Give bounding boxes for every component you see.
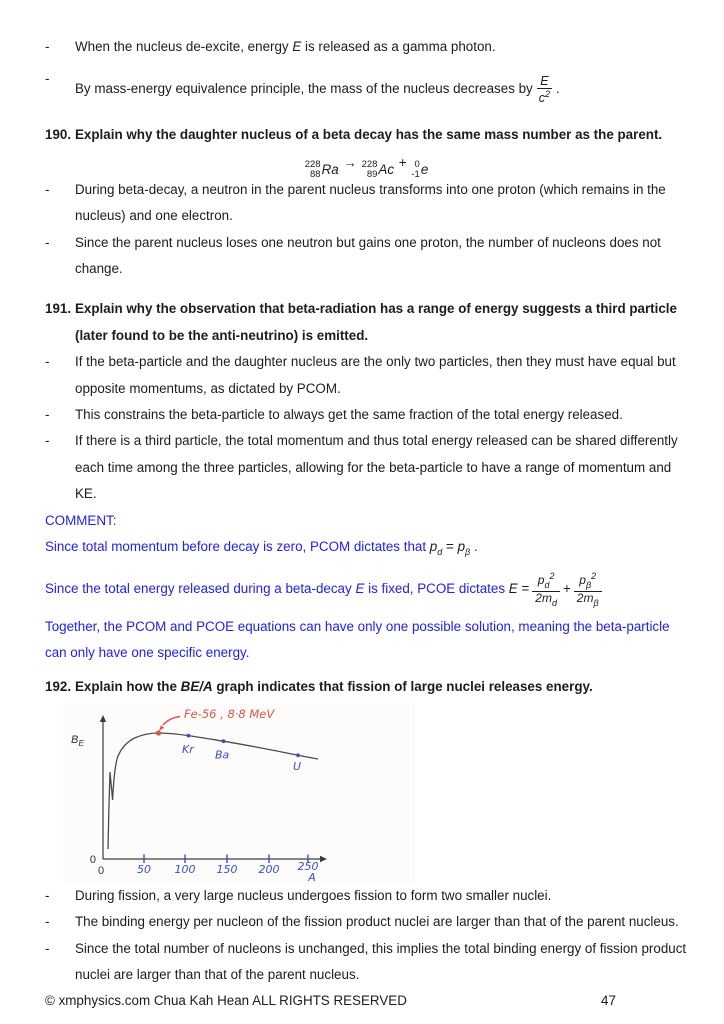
bullet-text: If the beta-particle and the daughter nucleus are the only two particles, then they must have equal but opposite momentums, as dictated by PCOM. — [75, 354, 676, 396]
origin-zero-x: 0 — [97, 864, 105, 877]
bullet-item — [45, 883, 688, 909]
bullet-item — [45, 177, 688, 230]
bullet-item — [45, 402, 688, 428]
fe56-annotation: Fe-56 , 8·8 MeV — [184, 706, 275, 721]
comment-line-pcom — [45, 534, 688, 565]
bullet-text: During beta-decay, a neutron in the parent nucleus transforms into one proton (which remains in the nucleus) and one electron. — [75, 181, 666, 224]
graph-canvas — [63, 703, 415, 883]
text-run: By mass-energy equivalence principle, the mass of the nucleus decreases by — [75, 81, 533, 97]
annotation-arrowhead-icon — [159, 725, 164, 731]
bullet-dash: - — [45, 887, 50, 903]
bullet-text: Since the parent nucleus loses one neutron but gains one proton, the number of nucleons does not change. — [75, 234, 661, 277]
be-over-a-term: BE/A — [180, 679, 213, 695]
bullet-dash: - — [45, 71, 50, 87]
binding-energy-curve — [108, 733, 318, 849]
page-footer — [45, 988, 688, 1014]
kr-label: Kr — [182, 742, 194, 756]
comment-line-pcoe — [45, 566, 688, 614]
math-var: E — [292, 39, 302, 54]
bullet-item — [45, 428, 688, 507]
question-number: 191. — [45, 301, 72, 317]
comment-block — [45, 508, 688, 667]
bullet-item — [45, 230, 688, 283]
bullet-dash: - — [45, 181, 50, 197]
plus-glyph: + — [398, 154, 407, 170]
u-point — [296, 753, 300, 757]
fraction-pd2-over-2md: $\frac{p_d^2}{2m_d}$ — [532, 571, 560, 608]
bullet-text — [75, 66, 688, 112]
nuclide-parent: 228 88 Ra — [304, 158, 339, 181]
ba-label: Ba — [215, 748, 230, 762]
bullet-item — [45, 349, 688, 402]
bullet-item — [45, 66, 688, 112]
fraction-pbeta2-over-2mbeta: $\frac{p_\beta^2}{2m_\beta}$ — [574, 571, 602, 608]
nuclide-daughter: 228 89 Ac — [361, 158, 395, 181]
tick-label-50: 50 — [137, 862, 151, 876]
origin-zero-y: 0 — [89, 853, 96, 866]
bullet-text: During fission, a very large nucleus undergoes fission to form two smaller nuclei. — [75, 887, 552, 903]
beta-decay-equation — [45, 149, 688, 181]
be-per-nucleon-graph — [63, 703, 415, 883]
tick-label-200: 200 — [258, 862, 280, 876]
fe56-peak-point — [156, 730, 161, 735]
bullet-dash: - — [45, 433, 50, 449]
text-run: . — [556, 81, 560, 97]
bullet-dash: - — [45, 914, 50, 930]
question-title: Explain why the daughter nucleus of a beta decay has the same mass number as the parent. — [75, 127, 663, 143]
bullet-text: This constrains the beta-particle to always get the same fraction of the total energy released. — [75, 407, 623, 423]
bullet-item — [45, 909, 688, 935]
bullet-item — [45, 34, 688, 60]
question-191-heading — [45, 296, 688, 349]
bullet-dash: - — [45, 407, 50, 423]
y-axis-arrow-icon — [100, 715, 106, 722]
comment-line-conclusion: Together, the PCOM and PCOE equations can have only one possible solution, meaning the beta-particle can only have one specific energy. — [45, 618, 670, 660]
bullet-dash: - — [45, 39, 50, 54]
bullet-text: If there is a third particle, the total momentum and thus total energy released can be shared differently each time among the three particles, allowing for the beta-particle to have a range of momentum and KE. — [75, 433, 678, 502]
fraction-e-over-c2: $\frac{E}{c^2}$ — [538, 73, 551, 105]
annotation-arrow — [163, 716, 180, 725]
bullet-dash: - — [45, 354, 50, 370]
equation-pcoe: E = $\frac{p_d^2}{2m_d}$ + $\frac{p_\beta^2}{2m_\beta}$ — [509, 571, 605, 608]
x-axis-label: A — [308, 870, 316, 883]
tick-label-150: 150 — [216, 862, 238, 876]
nuclide-electron: 0 -1 e — [411, 158, 429, 181]
y-axis-label: $B_E$ — [71, 733, 85, 748]
text-run: When the nucleus de-excite, energy — [75, 39, 293, 54]
tick-label-100: 100 — [174, 862, 196, 876]
bullet-dash: - — [45, 234, 50, 250]
question-192-heading — [45, 674, 688, 700]
page-number: 47 — [601, 993, 616, 1009]
question-190-heading — [45, 122, 688, 148]
text-run: Since the total energy released during a beta-decay — [45, 581, 352, 597]
comment-label: COMMENT: — [45, 512, 117, 528]
math-var: E — [355, 581, 365, 597]
question-title: Explain how the BE/A graph indicates that fission of large nuclei releases energy. — [75, 679, 593, 695]
x-axis-arrow-icon — [320, 856, 327, 862]
bullet-text: Since the total number of nucleons is unchanged, this implies the total binding energy of fission product nuclei are larger than that of the parent nucleus. — [75, 940, 687, 982]
kr-point — [187, 733, 191, 737]
ba-point — [222, 739, 226, 743]
text-run: is fixed, PCOE dictates — [368, 581, 506, 597]
text-run: Since total momentum before decay is zero, PCOM dictates that — [45, 539, 427, 555]
copyright-text: © xmphysics.com Chua Kah Hean ALL RIGHTS RESERVED — [45, 993, 407, 1009]
arrow-glyph: → — [343, 154, 357, 170]
text-run: . — [473, 539, 478, 555]
question-number: 190. — [45, 127, 72, 143]
question-title: Explain why the observation that beta-radiation has a range of energy suggests a third particle (later found to be the anti-neutrino) is emitted. — [75, 301, 677, 343]
bullet-item — [45, 936, 688, 989]
equation-pd-equals-pbeta: $p_d = p_\beta$ — [429, 539, 471, 558]
bullet-text — [75, 34, 688, 60]
question-number: 192. — [45, 679, 72, 695]
u-label: U — [293, 759, 302, 773]
bullet-text: The binding energy per nucleon of the fission product nuclei are larger than that of the parent nucleus. — [75, 914, 679, 930]
bullet-dash: - — [45, 940, 50, 956]
tick-label-250: 250 — [297, 859, 319, 873]
text-run: is released as a gamma photon. — [301, 39, 496, 54]
